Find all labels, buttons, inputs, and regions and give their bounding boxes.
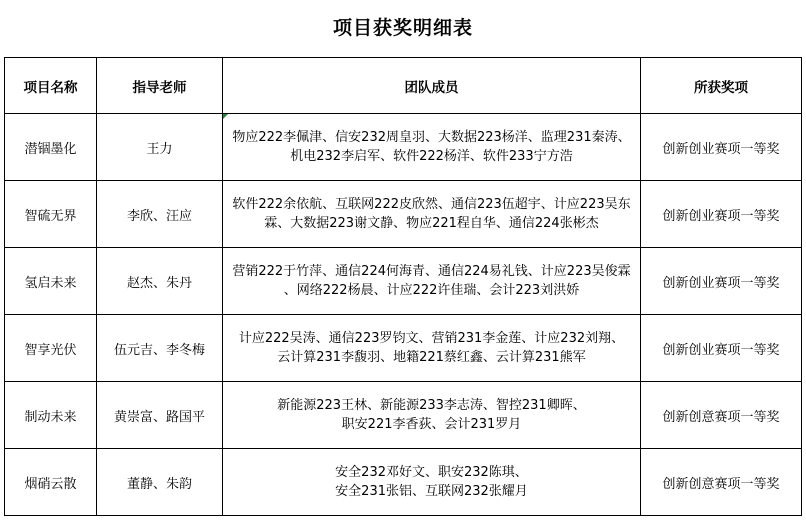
header-award: 所获奖项 [641,58,802,114]
team-members-cell [223,315,641,382]
advisor-cell: 黄崇富、路国平 [97,382,223,449]
members-line: 安全232邓好文、职安232陈琪、 [335,465,528,480]
table-row [5,114,802,181]
team-members-cell [223,181,641,248]
table-row [5,315,802,382]
members-line: 机电232李启军、软件222杨洋、软件233宁方浩 [290,149,573,164]
project-name-cell: 智享光伏 [5,315,97,382]
table-row [5,248,802,315]
table-row [5,449,802,516]
team-members-cell [223,114,641,181]
members-line: 云计算231李馥羽、地籍221蔡红鑫、云计算231熊军 [277,350,586,365]
header-project-name: 项目名称 [5,58,97,114]
members-line: 营销222于竹萍、通信224何海青、通信224易礼钱、计应223吴俊霖 [232,264,631,279]
team-members-cell [223,382,641,449]
award-cell: 创新创意赛项一等奖 [641,382,802,449]
award-cell: 创新创业赛项一等奖 [641,181,802,248]
project-name-cell: 潜锢墨化 [5,114,97,181]
members-line: 新能源223王林、新能源233李志涛、智控231卿晖、 [277,398,586,413]
advisor-cell: 伍元吉、李冬梅 [97,315,223,382]
advisor-cell: 赵杰、朱丹 [97,248,223,315]
page-title: 项目获奖明细表 [332,17,473,39]
members-line: 物应222李佩津、信安232周皇羽、大数据223杨洋、监理231秦涛、 [232,130,631,145]
award-cell: 创新创业赛项一等奖 [641,114,802,181]
team-members-cell [223,248,641,315]
advisor-cell: 董静、朱韵 [97,449,223,516]
advisor-cell: 李欣、汪应 [97,181,223,248]
project-name-cell: 制动未来 [5,382,97,449]
header-row [5,58,802,114]
award-cell: 创新创意赛项一等奖 [641,449,802,516]
members-line: 、网络222杨晨、计应222许佳瑞、会计223刘洪娇 [283,283,580,298]
members-line: 职安221李香荻、会计231罗月 [341,417,522,432]
project-name-cell: 烟硝云散 [5,449,97,516]
team-members-cell [223,449,641,516]
project-name-cell: 氢启未来 [5,248,97,315]
award-cell: 创新创业赛项一等奖 [641,315,802,382]
cell-comment-marker [223,114,228,119]
header-team-members: 团队成员 [223,58,641,114]
award-cell: 创新创业赛项一等奖 [641,248,802,315]
advisor-cell: 王力 [97,114,223,181]
members-line: 计应222吴涛、通信223罗钧文、营销231李金莲、计应232刘翔、 [238,331,625,346]
award-table [4,57,802,516]
header-advisor: 指导老师 [97,58,223,114]
members-line: 霖、大数据223谢文静、物应221程自华、通信224张彬杰 [264,216,599,231]
table-row [5,382,802,449]
members-line: 安全231张铝、互联网232张耀月 [335,484,528,499]
members-line: 软件222余依航、互联网222皮欣然、通信223伍超宇、计应223吴东 [232,197,631,212]
project-name-cell: 智硫无界 [5,181,97,248]
table-row [5,181,802,248]
